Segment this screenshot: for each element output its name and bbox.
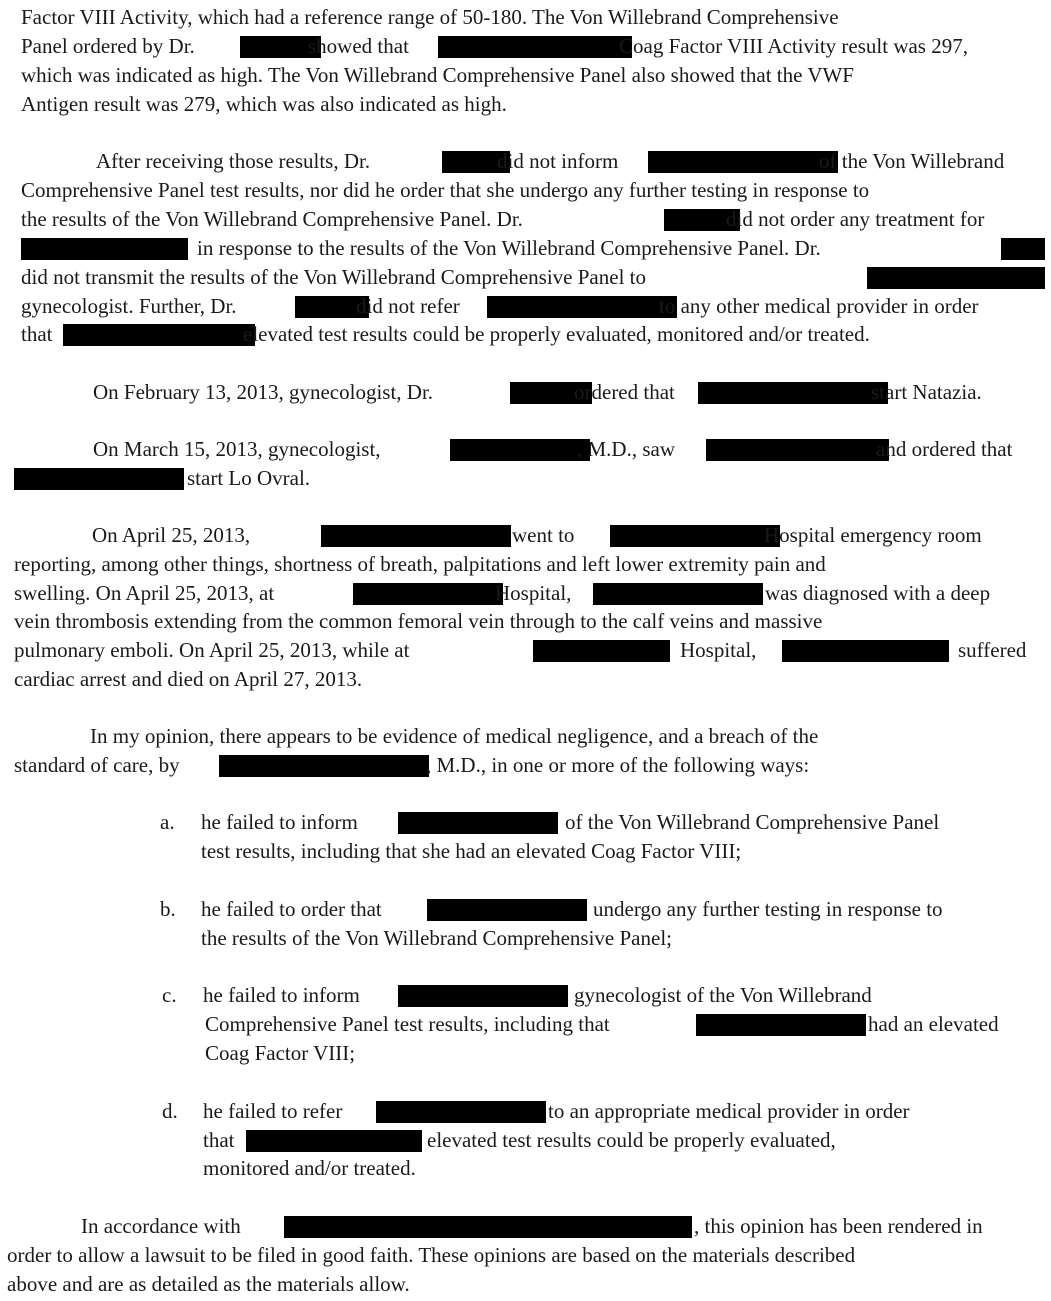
text-line: gynecologist. Further, Dr. did not refer to any other medical provider in order	[21, 294, 979, 318]
list-marker: a.	[160, 810, 175, 834]
redaction	[533, 640, 670, 662]
list-marker: d.	[162, 1099, 178, 1123]
text-line: did not transmit the results of the Von Willebrand Comprehensive Panel to	[21, 263, 1045, 292]
redaction	[438, 36, 632, 58]
text-line: swelling. On April 25, 2013, at Hospital, was diagnosed with a deep	[14, 581, 991, 605]
text-line: Comprehensive Panel test results, including that had an elevated	[205, 1012, 999, 1036]
redaction	[246, 1130, 422, 1152]
redaction	[353, 583, 503, 605]
redaction	[63, 324, 255, 346]
text-line: order to allow a lawsuit to be filed in good faith. These opinions are based on the materials described	[7, 1243, 856, 1267]
redaction	[427, 899, 587, 921]
text-line: On February 13, 2013, gynecologist, Dr. ordered that start Natazia.	[93, 380, 982, 404]
text-line: that elevated test results could be properly evaluated,	[203, 1128, 836, 1152]
text-line: Antigen result was 279, which was also indicated as high.	[21, 92, 507, 116]
redaction	[21, 238, 188, 260]
text-line: test results, including that she had an elevated Coag Factor VIII;	[201, 839, 742, 863]
text-line: standard of care, by , M.D., in one or more of the following ways:	[14, 753, 810, 777]
text-line: the results of the Von Willebrand Comprehensive Panel. Dr. did not order any treatment for	[21, 207, 985, 231]
text-line: reporting, among other things, shortness of breath, palpitations and left lower extremity pain and	[14, 552, 826, 576]
text-line: in response to the results of the Von Willebrand Comprehensive Panel. Dr.	[21, 234, 1045, 263]
redaction	[782, 640, 949, 662]
text-line: Panel ordered by Dr. showed that Coag Factor VIII Activity result was 297,	[21, 34, 968, 58]
text-line: vein thrombosis extending from the common femoral vein through to the calf veins and massive	[14, 609, 823, 633]
text-line: Factor VIII Activity, which had a reference range of 50-180. The Von Willebrand Comprehensive	[21, 5, 839, 29]
text-line: the results of the Von Willebrand Comprehensive Panel;	[201, 926, 672, 950]
list-item: c. he failed to inform gynecologist of the Von Willebrand	[162, 981, 1042, 1010]
text-line: On March 15, 2013, gynecologist, , M.D., saw and ordered that	[93, 437, 1013, 461]
redaction	[14, 468, 184, 490]
text-line: start Lo Ovral.	[14, 464, 1045, 493]
list-item: d. he failed to refer to an appropriate medical provider in order	[162, 1097, 1042, 1126]
text-line: monitored and/or treated.	[203, 1156, 416, 1180]
redaction	[321, 525, 511, 547]
redaction	[284, 1216, 692, 1238]
list-marker: b.	[160, 897, 176, 921]
redaction	[450, 439, 590, 461]
redaction	[610, 525, 780, 547]
redaction	[219, 755, 429, 777]
list-item: a. he failed to inform of the Von Willebrand Comprehensive Panel	[160, 808, 1040, 837]
list-marker: c.	[162, 983, 177, 1007]
text-line: pulmonary emboli. On April 25, 2013, while at Hospital, suffered	[14, 638, 1027, 662]
text-line: that elevated test results could be properly evaluated, monitored and/or treated.	[21, 322, 870, 346]
text-line: In my opinion, there appears to be evidence of medical negligence, and a breach of the	[90, 724, 819, 748]
redaction	[867, 267, 1045, 289]
redaction	[398, 985, 568, 1007]
text-line: In accordance with , this opinion has been rendered in	[81, 1214, 983, 1238]
redaction	[698, 382, 888, 404]
redaction	[398, 812, 558, 834]
redaction	[593, 583, 763, 605]
text-line: which was indicated as high. The Von Willebrand Comprehensive Panel also showed that the VWF	[21, 63, 854, 87]
text-line: above and are as detailed as the materials allow.	[7, 1272, 410, 1296]
redaction	[1001, 238, 1045, 260]
text-line: cardiac arrest and died on April 27, 2013.	[14, 667, 363, 691]
redaction	[696, 1014, 866, 1036]
text-line: Comprehensive Panel test results, nor did he order that she undergo any further testing in response to	[21, 178, 870, 202]
list-item: b. he failed to order that undergo any further testing in response to	[160, 895, 1040, 924]
text-line: On April 25, 2013, went to Hospital emergency room	[92, 523, 982, 547]
text-line: Coag Factor VIII;	[205, 1041, 356, 1065]
redaction	[648, 151, 838, 173]
redaction	[376, 1101, 546, 1123]
text-line: After receiving those results, Dr. did not inform of the Von Willebrand	[96, 149, 1005, 173]
redaction	[706, 439, 889, 461]
redaction	[487, 296, 677, 318]
